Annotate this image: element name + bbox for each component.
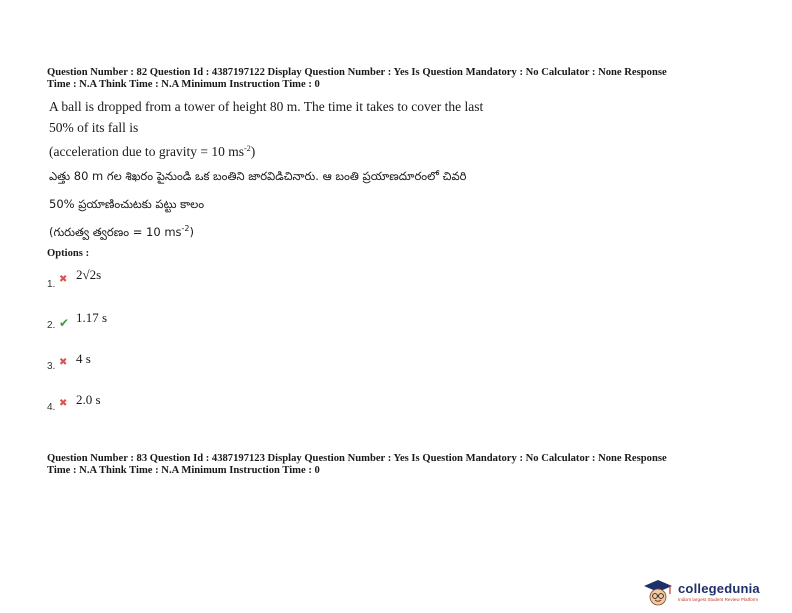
cross-icon: ✖ <box>59 398 68 409</box>
question-text-english-3 <box>49 144 255 160</box>
logo-wordmark: collegedunia <box>678 581 760 596</box>
option-4-value: 2.0 s <box>76 392 101 407</box>
option-1-number: 1. <box>47 279 56 290</box>
graduate-mascot-icon <box>640 578 676 608</box>
telugu-gravity-close: ) <box>189 225 194 239</box>
option-4-number: 4. <box>47 402 56 413</box>
options-label: Options : <box>47 248 90 259</box>
cross-icon: ✖ <box>59 357 68 368</box>
telugu-gravity-note: (గురుత్వ త్వరణం = 10 ms <box>49 225 182 239</box>
question-text-telugu-3 <box>49 224 194 240</box>
question-text-english-1: A ball is dropped from a tower of height 80 m. The time it takes to cover the last <box>49 99 484 114</box>
logo-tagline: India's largest Student Review Platform <box>678 597 759 602</box>
option-3-value: 4 s <box>76 351 91 366</box>
gravity-exponent: -2 <box>244 144 251 153</box>
meta-line-1: Question Number : 82 Question Id : 4387197122 Display Question Number : Yes Is Question Mandatory : No Calculator : None Response <box>47 67 667 78</box>
cross-icon: ✖ <box>59 274 68 285</box>
option-2-number: 2. <box>47 320 56 331</box>
telugu-gravity-exponent: -2 <box>181 224 190 233</box>
question-83-metadata <box>47 453 757 478</box>
option-2-value: 1.17 s <box>76 310 108 325</box>
option-1-value: 2√2s <box>76 267 102 282</box>
question-text-telugu-1: ఎత్తు 80 m గల శిఖరం పైనుండి ఒక బంతిని జారవిడిచినారు. ఆ బంతి ప్రయాణదూరంలో చివరి <box>49 169 467 183</box>
meta-line-1: Question Number : 83 Question Id : 4387197123 Display Question Number : Yes Is Question Mandatory : No Calculator : None Response <box>47 453 667 464</box>
question-82-metadata <box>47 67 757 92</box>
checkmark-icon: ✔ <box>59 316 70 330</box>
gravity-note: (acceleration due to gravity = 10 ms <box>49 144 245 159</box>
collegedunia-logo <box>640 578 788 608</box>
question-text-telugu-2: 50% ప్రయాణించుటకు పట్టు కాలం <box>49 197 205 211</box>
gravity-close: ) <box>250 144 256 159</box>
option-3-number: 3. <box>47 361 56 372</box>
meta-line-2: Time : N.A Think Time : N.A Minimum Instruction Time : 0 <box>47 79 320 91</box>
question-text-english-2: 50% of its fall is <box>49 120 139 135</box>
meta-line-2: Time : N.A Think Time : N.A Minimum Instruction Time : 0 <box>47 465 320 477</box>
